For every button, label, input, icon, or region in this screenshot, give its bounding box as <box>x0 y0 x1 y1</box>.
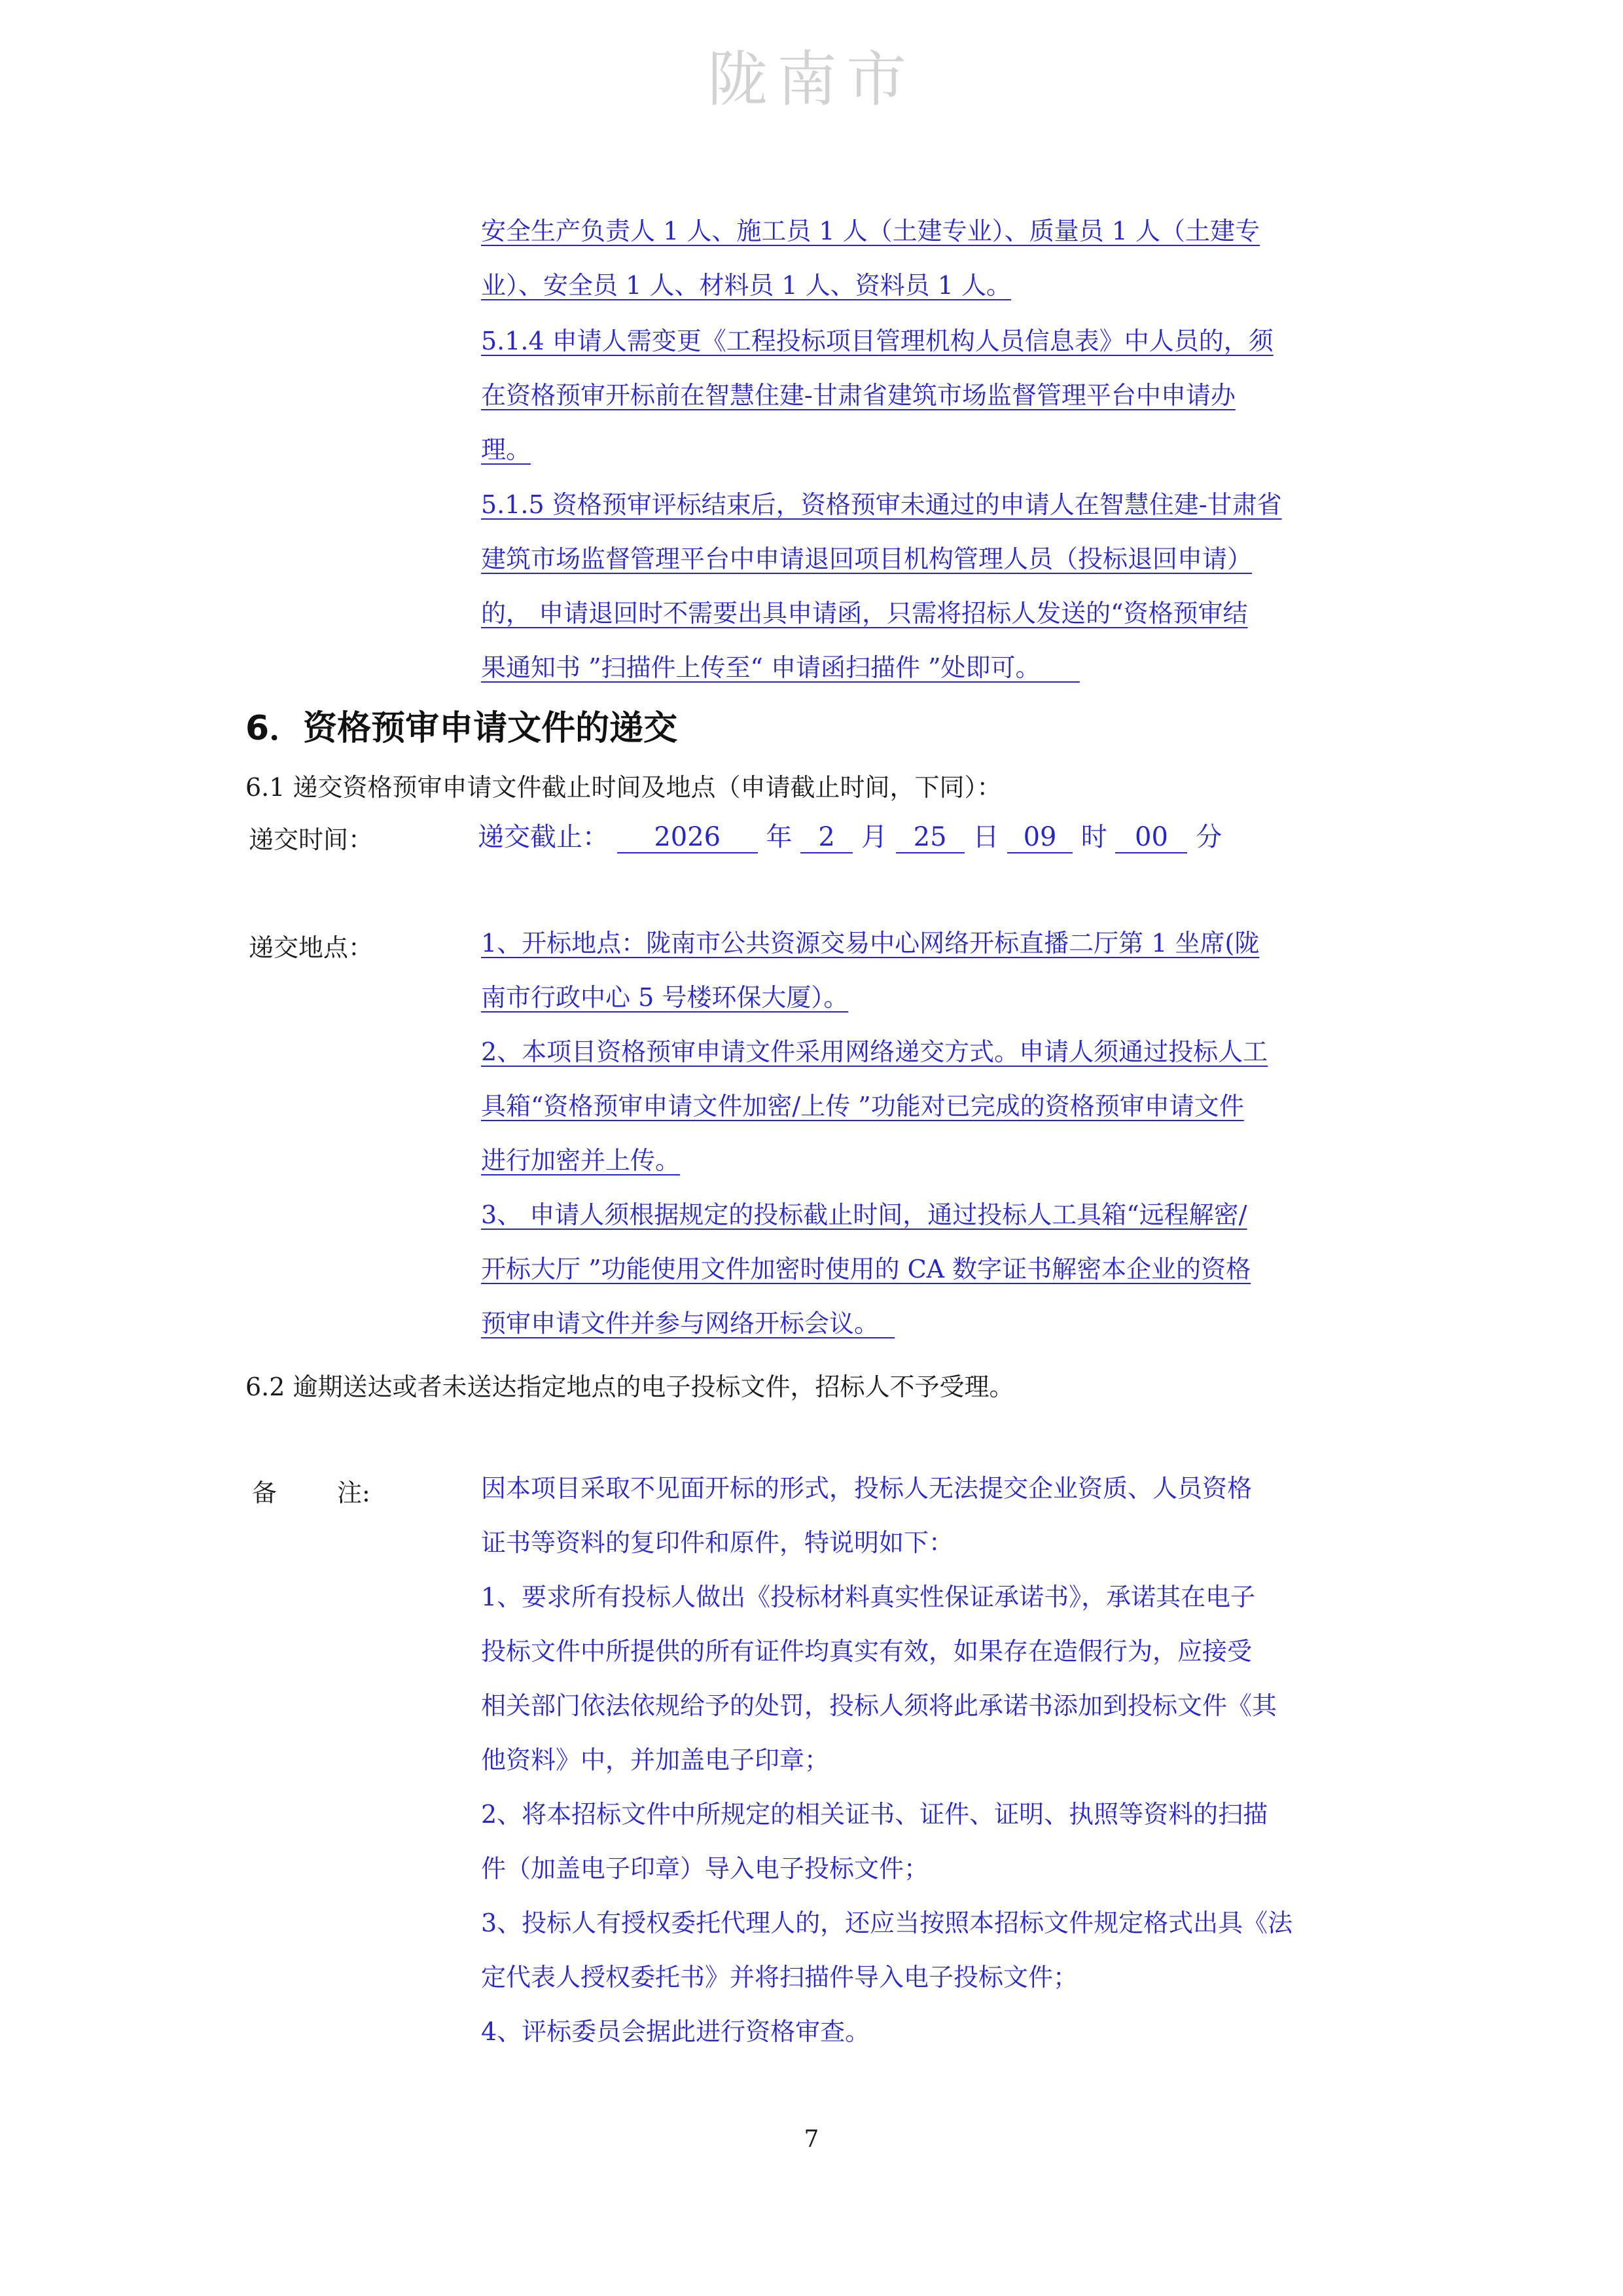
text-line: 安全生产负责人 1 人、施工员 1 人（土建专业）、质量员 1 人（土建专 <box>481 217 1260 245</box>
deadline-hour: 09 <box>1007 822 1073 853</box>
text-line: 的， 申请退回时不需要出具申请函，只需将招标人发送的“资格预审结 <box>481 599 1248 628</box>
text-line: 建筑市场监督管理平台中申请退回项目机构管理人员（投标退回申请） <box>481 545 1253 573</box>
clause-6-1: 6.1 递交资格预审申请文件截止时间及地点（申请截止时间，下同）： <box>245 773 1002 802</box>
text-line: 5.1.5 资格预审评标结束后，资格预审未通过的申请人在智慧住建-甘肃省 <box>481 490 1282 519</box>
deadline-minute-unit: 分 <box>1196 822 1222 852</box>
deadline-year-unit: 年 <box>766 822 793 852</box>
text-line: 在资格预审开标前在智慧住建-甘肃省建筑市场监督管理平台中申请办 <box>481 381 1236 410</box>
text-line: 他资料》中，并加盖电子印章； <box>481 1746 830 1774</box>
deadline-year: 2026 <box>617 822 758 853</box>
text-line: 理。 <box>481 435 531 464</box>
submission-time-label: 递交时间： <box>249 825 374 854</box>
deadline-minute: 00 <box>1115 822 1187 853</box>
text-line: 2、将本招标文件中所规定的相关证书、证件、证明、执照等资料的扫描 <box>481 1800 1268 1829</box>
remarks-body <box>481 1462 1371 2059</box>
remarks-label-1: 备 <box>252 1479 277 1507</box>
text-line: 证书等资料的复印件和原件，特说明如下： <box>481 1528 954 1557</box>
section-6-heading: 6．资格预审申请文件的递交 <box>245 709 678 748</box>
deadline-day-unit: 日 <box>972 822 999 852</box>
text-line: 具箱“资格预审申请文件加密/上传 ”功能对已完成的资格预审申请文件 <box>481 1092 1244 1121</box>
deadline-month-unit: 月 <box>861 822 887 852</box>
text-line: 开标大厅 ”功能使用文件加密时使用的 CA 数字证书解密本企业的资格 <box>481 1255 1251 1283</box>
text-line: 投标文件中所提供的所有证件均真实有效，如果存在造假行为，应接受 <box>481 1637 1253 1666</box>
text-line: 相关部门依法依规给予的处罚，投标人须将此承诺书添加到投标文件《其 <box>481 1691 1277 1720</box>
text-line: 4、评标委员会据此进行资格审查。 <box>481 2017 870 2046</box>
remarks-label-2: 注: <box>337 1479 370 1507</box>
text-line: 2、本项目资格预审申请文件采用网络递交方式。申请人须通过投标人工 <box>481 1037 1268 1066</box>
text-line: 3、投标人有授权委托代理人的，还应当按照本招标文件规定格式出具《法 <box>481 1909 1293 1937</box>
text-line: 果通知书 ”扫描件上传至“ 申请函扫描件 ”处即可。 <box>481 653 1080 682</box>
text-line: 进行加密并上传。 <box>481 1146 681 1175</box>
text-line: 1、开标地点：陇南市公共资源交易中心网络开标直播二厅第 1 坐席(陇 <box>481 929 1260 958</box>
page-number: 7 <box>804 2126 819 2153</box>
deadline-hour-unit: 时 <box>1080 822 1107 852</box>
text-line: 南市行政中心 5 号楼环保大厦）。 <box>481 983 849 1012</box>
text-line: 业）、安全员 1 人、材料员 1 人、资料员 1 人。 <box>481 271 1012 300</box>
clause-5-1-4 <box>481 314 1371 477</box>
text-line: 定代表人授权委托书》并将扫描件导入电子投标文件； <box>481 1963 1079 1992</box>
text-line: 5.1.4 申请人需变更《工程投标项目管理机构人员信息表》中人员的，须 <box>481 327 1274 355</box>
text-line: 1、要求所有投标人做出《投标材料真实性保证承诺书》，承诺其在电子 <box>481 1583 1256 1611</box>
submission-place-label: 递交地点： <box>249 933 374 962</box>
submission-deadline <box>478 816 1222 853</box>
deadline-month: 2 <box>800 822 853 853</box>
text-line: 件（加盖电子印章）导入电子投标文件； <box>481 1854 929 1883</box>
text-line: 3、 申请人须根据规定的投标截止时间，通过投标人工具箱“远程解密/ <box>481 1200 1247 1229</box>
clause-5-1-5 <box>481 478 1371 695</box>
clause-6-2: 6.2 逾期送达或者未送达指定地点的电子投标文件，招标人不予受理。 <box>245 1372 1014 1401</box>
text-line: 因本项目采取不见面开标的形式，投标人无法提交企业资质、人员资格 <box>481 1474 1253 1503</box>
section-5-continuation <box>481 204 1371 313</box>
deadline-prefix: 递交截止： <box>478 822 609 852</box>
deadline-day: 25 <box>896 822 965 853</box>
text-line: 预审申请文件并参与网络开标会议。 <box>481 1309 895 1338</box>
watermark-title: 陇南市 <box>707 45 916 115</box>
submission-place-items <box>481 916 1371 1351</box>
